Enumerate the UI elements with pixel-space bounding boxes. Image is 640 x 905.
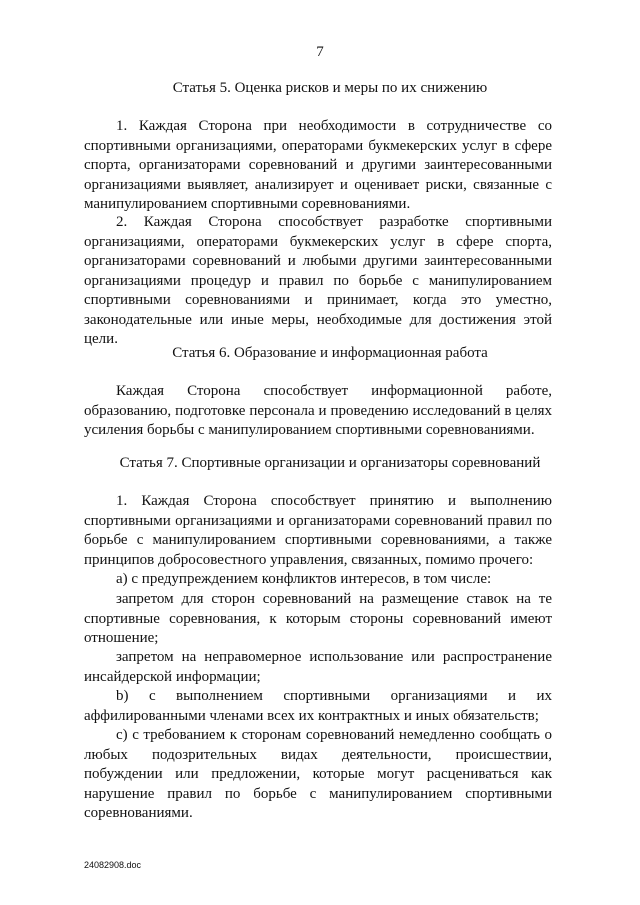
footer-filename: 24082908.doc	[84, 860, 142, 870]
article-7-item-a-sub-2: запретом на неправомерное использование или распространение инсайдерской информации;	[84, 649, 552, 685]
article-7-item-a-sub-1: запретом для сторон соревнований на размещение ставок на те спортивные соревнования, к которым стороны соревнований имеют отношение;	[84, 591, 552, 646]
article-7-item-a: а) с предупреждением конфликтов интересов, в том числе:	[116, 571, 492, 587]
article-6-title: Статья 6. Образование и информационная работа	[172, 345, 488, 361]
page-number: 7	[316, 44, 324, 60]
article-5-title: Статья 5. Оценка рисков и меры по их снижению	[172, 80, 488, 96]
article-5-paragraph-1: 1. Каждая Сторона при необходимости в сотрудничестве со спортивными организациями, операторами букмекерских услуг в сфере спорта, организаторами соревнований и другими заинтересованными организациями выявляет, анализирует и оценивает риски, связанные с манипулированием спортивными соревнованиями.	[84, 118, 552, 212]
article-7-paragraph-1: 1. Каждая Сторона способствует принятию и выполнению спортивными организациями и организаторами соревнований правил по борьбе с манипулированием спортивными соревнованиями, а также принципов добросовестного управления, связанных, помимо прочего:	[84, 493, 552, 568]
article-5-paragraph-2: 2. Каждая Сторона способствует разработке спортивными организациями, операторами букмекерских услуг в сфере спорта, организаторами соревнований и любыми другими заинтересованными организациями процедур и правил по борьбе с манипулированием спортивными соревнованиями и принимает, когда это уместно, законодательные или иные меры, необходимые для достижения этой цели.	[84, 214, 552, 347]
article-7-title: Статья 7. Спортивные организации и организаторы соревнований	[119, 455, 541, 471]
article-6-paragraph-1: Каждая Сторона способствует информационной работе, образованию, подготовке персонала и проведению исследований в целях усиления борьбы с манипулированием спортивными соревнованиями.	[84, 383, 552, 438]
article-7-item-c: с) с требованием к сторонам соревнований немедленно сообщать о любых подозрительных видах деятельности, происшествии, побуждении или предложении, которые могут расцениваться как нарушение правил по борьбе с манипулированием спортивными соревнованиями.	[84, 727, 552, 821]
article-7-item-b: b) с выполнением спортивными организациями и их аффилированными членами всех их контрактных и иных обязательств;	[84, 688, 552, 724]
